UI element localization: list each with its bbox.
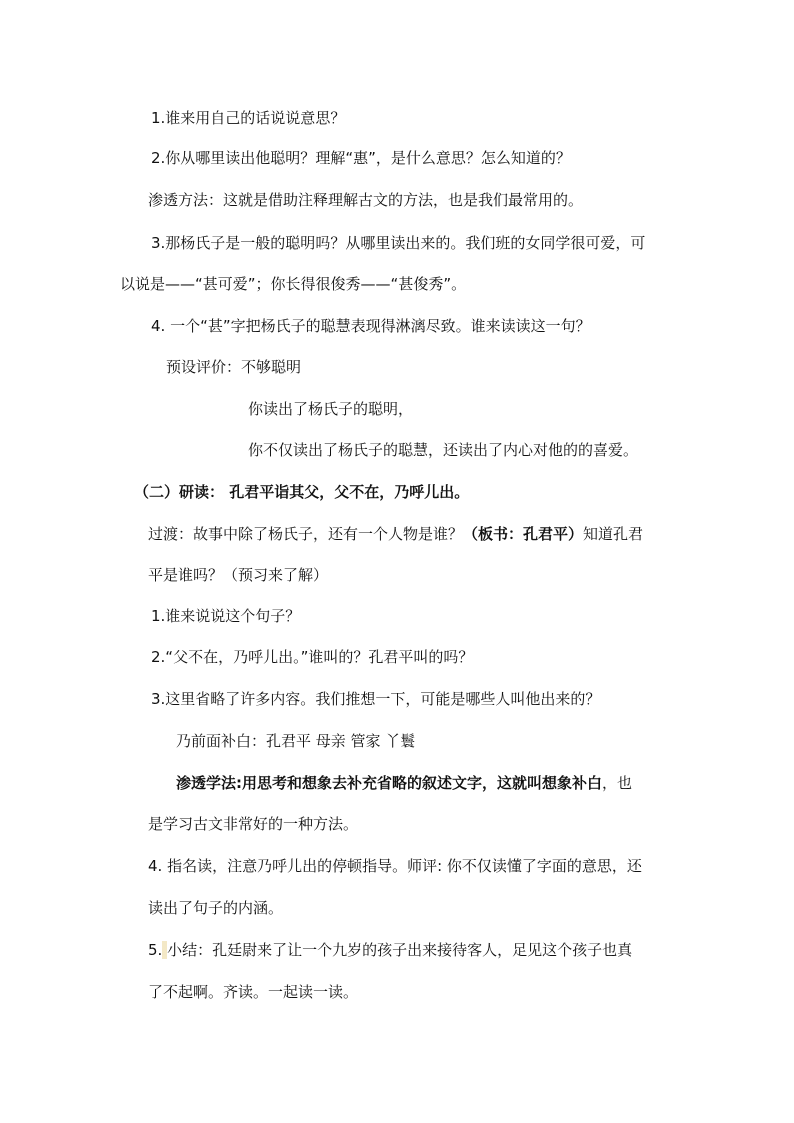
list-item-3: 3.那杨氏子是一般的聪明吗？从哪里读出来的。我们班的女同学很可爱，可 <box>151 234 646 252</box>
list-item-4b-cont: 读出了句子的内涵。 <box>148 899 284 917</box>
transition-tail: 知道孔君 <box>583 525 644 543</box>
list-item-1b: 1.谁来说说这个句子？ <box>151 607 301 625</box>
list-item-2: 2.你从哪里读出他聪明？理解“惠”，是什么意思？怎么知道的？ <box>151 149 571 167</box>
list-item-5-number: 5. <box>148 941 163 959</box>
list-item-5 <box>148 940 632 960</box>
transition-cont: 平是谁吗？（预习来了解） <box>148 566 329 584</box>
list-item-1: 1.谁来用自己的话说说意思？ <box>151 109 346 127</box>
preset-evaluation: 预设评价：不够聪明 <box>166 358 302 376</box>
list-item-4: 4. 一个“甚”字把杨氏子的聪慧表现得淋漓尽致。谁来读读这一句？ <box>151 317 591 335</box>
section-heading: （二）研读： 孔君平诣其父，父不在，乃呼儿出。 <box>134 483 470 501</box>
method-learning-cont: 是学习古文非常好的一种方法。 <box>148 815 359 833</box>
supplement-line: 乃前面补白：孔君平 母亲 管家 丫鬟 <box>176 732 416 750</box>
evaluation-line-1: 你读出了杨氏子的聪明， <box>248 400 414 418</box>
list-item-5-cont: 了不起啊。齐读。一起读一读。 <box>148 983 359 1001</box>
list-item-5-text: 小结：孔廷尉来了让一个九岁的孩子出来接待客人，足见这个孩子也真 <box>167 941 633 959</box>
list-item-2b: 2.“父不在，乃呼儿出。”谁叫的？孔君平叫的吗？ <box>151 648 474 666</box>
transition-text: 过渡：故事中除了杨氏子，还有一个人物是谁？ <box>148 525 464 543</box>
board-note: （板书：孔君平） <box>463 525 584 543</box>
method-learning <box>176 773 632 793</box>
evaluation-line-2: 你不仅读出了杨氏子的聪慧，还读出了内心对他的的喜爱。 <box>248 441 639 459</box>
method-learning-text: 渗透学法:用思考和想象去补充省略的叙述文字，这就叫想象补白 <box>176 774 603 792</box>
list-item-4b: 4. 指名读，注意乃呼儿出的停顿指导。师评: 你不仅读懂了字面的意思，还 <box>148 857 642 875</box>
method-note: 渗透方法：这就是借助注释理解古文的方法，也是我们最常用的。 <box>148 191 584 209</box>
method-learning-tail: ，也 <box>602 774 633 792</box>
list-item-3b: 3.这里省略了许多内容。我们推想一下，可能是哪些人叫他出来的？ <box>151 690 601 708</box>
list-item-3-cont: 以说是——“甚可爱”；你长得很俊秀——“甚俊秀”。 <box>120 275 467 293</box>
transition-line <box>148 524 643 544</box>
